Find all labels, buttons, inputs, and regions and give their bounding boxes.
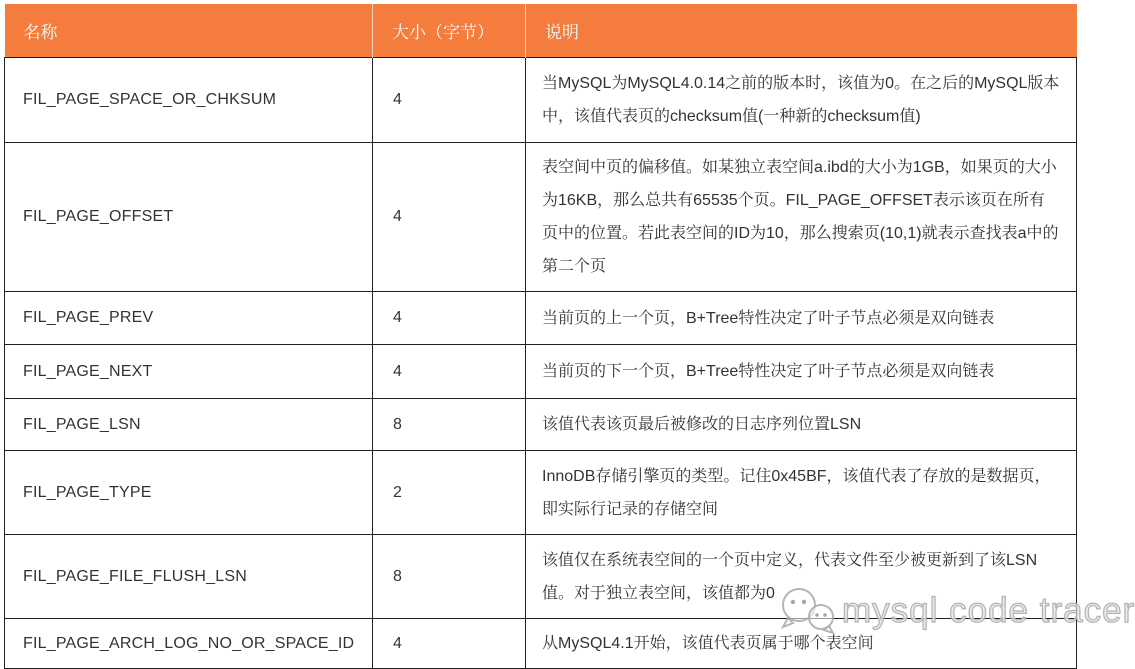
column-header-name: 名称 — [5, 4, 373, 58]
name-cell: FIL_PAGE_PREV — [5, 292, 373, 345]
table-body — [5, 58, 1077, 669]
table-row — [5, 143, 1077, 292]
table-row — [5, 58, 1077, 143]
desc-cell: 当前页的上一个页，B+Tree特性决定了叶子节点必须是双向链表 — [526, 292, 1077, 345]
table-row — [5, 345, 1077, 399]
table-row — [5, 292, 1077, 345]
table-row — [5, 451, 1077, 535]
size-cell: 4 — [373, 58, 526, 143]
size-cell: 4 — [373, 619, 526, 669]
name-cell: FIL_PAGE_SPACE_OR_CHKSUM — [5, 58, 373, 143]
size-cell: 4 — [373, 292, 526, 345]
size-cell: 4 — [373, 345, 526, 399]
name-cell: FIL_PAGE_LSN — [5, 399, 373, 451]
table-row — [5, 535, 1077, 619]
table-row — [5, 399, 1077, 451]
desc-cell: 当MySQL为MySQL4.0.14之前的版本时，该值为0。在之后的MySQL版本中，该值代表页的checksum值(一种新的checksum值) — [526, 58, 1077, 143]
column-header-desc: 说明 — [526, 4, 1077, 58]
desc-cell: InnoDB存储引擎页的类型。记住0x45BF，该值代表了存放的是数据页，即实际行记录的存储空间 — [526, 451, 1077, 535]
size-cell: 8 — [373, 535, 526, 619]
desc-cell: 该值代表该页最后被修改的日志序列位置LSN — [526, 399, 1077, 451]
column-header-size: 大小（字节） — [373, 4, 526, 58]
desc-cell: 表空间中页的偏移值。如某独立表空间a.ibd的大小为1GB，如果页的大小为16KB，那么总共有65535个页。FIL_PAGE_OFFSET表示该页在所有页中的位置。若此表空间的ID为10，那么搜索页(10,1)就表示查找表a中的第二个页 — [526, 143, 1077, 292]
size-cell: 4 — [373, 143, 526, 292]
watermark-text: mysql code tracer — [842, 591, 1135, 630]
innodb-fil-header-table — [4, 4, 1077, 669]
desc-cell: 从MySQL4.1开始，该值代表页属于哪个表空间 — [526, 619, 1077, 669]
table-row — [5, 619, 1077, 669]
desc-cell: 该值仅在系统表空间的一个页中定义，代表文件至少被更新到了该LSN值。对于独立表空间，该值都为0 — [526, 535, 1077, 619]
name-cell: FIL_PAGE_TYPE — [5, 451, 373, 535]
table-header — [5, 4, 1077, 58]
size-cell: 2 — [373, 451, 526, 535]
size-cell: 8 — [373, 399, 526, 451]
desc-cell: 当前页的下一个页，B+Tree特性决定了叶子节点必须是双向链表 — [526, 345, 1077, 399]
name-cell: FIL_PAGE_NEXT — [5, 345, 373, 399]
name-cell: FIL_PAGE_FILE_FLUSH_LSN — [5, 535, 373, 619]
name-cell: FIL_PAGE_ARCH_LOG_NO_OR_SPACE_ID — [5, 619, 373, 669]
name-cell: FIL_PAGE_OFFSET — [5, 143, 373, 292]
header-row — [5, 4, 1077, 58]
